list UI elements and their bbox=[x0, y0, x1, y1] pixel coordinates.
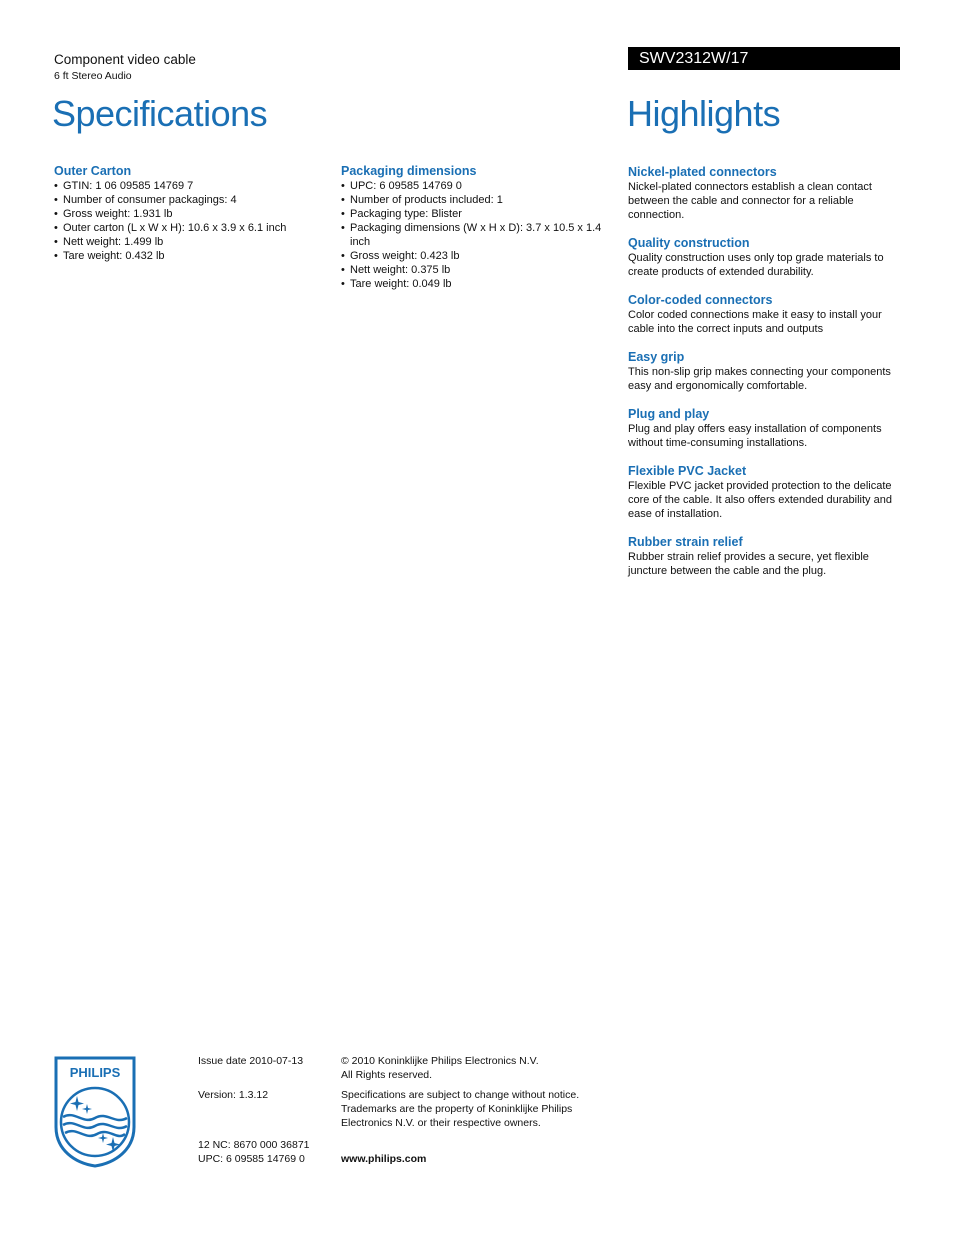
rights-line: All Rights reserved. bbox=[341, 1069, 433, 1081]
spec-section-outer-carton bbox=[54, 164, 324, 263]
spec-item: • Outer carton (L x W x H): 10.6 x 3.9 x 6.1 inch bbox=[54, 221, 324, 235]
highlight-item bbox=[628, 464, 903, 521]
highlight-title: Quality construction bbox=[628, 236, 750, 250]
copyright bbox=[341, 1054, 601, 1082]
highlight-title: Flexible PVC Jacket bbox=[628, 464, 747, 478]
highlight-title: Color-coded connectors bbox=[628, 293, 773, 307]
version: Version: 1.3.12 bbox=[198, 1089, 269, 1101]
highlight-item bbox=[628, 165, 903, 222]
issue-date: Issue date 2010-07-13 bbox=[198, 1055, 304, 1067]
spec-list bbox=[341, 179, 611, 291]
spec-item: • Tare weight: 0.432 lb bbox=[54, 249, 324, 263]
highlight-item bbox=[628, 350, 903, 393]
upc-number: UPC: 6 09585 14769 0 bbox=[198, 1153, 305, 1165]
highlight-item bbox=[628, 236, 903, 279]
nc-number: 12 NC: 8670 000 36871 bbox=[198, 1139, 310, 1151]
product-subtitle: 6 ft Stereo Audio bbox=[54, 70, 132, 82]
spec-item: • GTIN: 1 06 09585 14769 7 bbox=[54, 179, 324, 193]
spec-section-title: Packaging dimensions bbox=[341, 164, 477, 178]
website-link[interactable]: www.philips.com bbox=[341, 1153, 427, 1165]
highlight-title: Plug and play bbox=[628, 407, 710, 421]
spec-item: • Nett weight: 0.375 lb bbox=[341, 263, 611, 277]
spec-item: • Gross weight: 1.931 lb bbox=[54, 207, 324, 221]
logo-wordmark: PHILIPS bbox=[69, 1065, 121, 1080]
spec-list bbox=[54, 179, 324, 263]
product-title: Component video cable bbox=[54, 52, 196, 67]
philips-shield-logo bbox=[53, 1055, 137, 1169]
spec-item: • Packaging dimensions (W x H x D): 3.7 x 10.5 x 1.4 inch bbox=[341, 221, 611, 249]
highlight-text: Nickel-plated connectors establish a clean contact between the cable and connector for a reliable connection. bbox=[628, 181, 872, 221]
highlight-text: Quality construction uses only top grade materials to create products of extended durability. bbox=[628, 252, 884, 278]
spec-section-title: Outer Carton bbox=[54, 164, 132, 178]
spec-item: • Gross weight: 0.423 lb bbox=[341, 249, 611, 263]
highlight-title: Nickel-plated connectors bbox=[628, 165, 777, 179]
spec-item: • Nett weight: 1.499 lb bbox=[54, 235, 324, 249]
highlight-title: Easy grip bbox=[628, 350, 685, 364]
highlight-title: Rubber strain relief bbox=[628, 535, 743, 549]
nc-upc-block bbox=[198, 1138, 328, 1166]
spec-notice: Specifications are subject to change without notice. Trademarks are the property of Koninklijke Philips Electronics N.V. or their respective owners. bbox=[341, 1089, 580, 1129]
specifications-heading: Specifications bbox=[52, 93, 268, 134]
spec-item: • Tare weight: 0.049 lb bbox=[341, 277, 611, 291]
spec-item: • Number of consumer packagings: 4 bbox=[54, 193, 324, 207]
spec-item: • Number of products included: 1 bbox=[341, 193, 611, 207]
highlight-text: Rubber strain relief provides a secure, yet flexible juncture between the cable and the plug. bbox=[628, 551, 869, 577]
highlights-list bbox=[628, 165, 903, 592]
highlights-heading: Highlights bbox=[627, 93, 781, 134]
highlight-item bbox=[628, 293, 903, 336]
highlight-item bbox=[628, 407, 903, 450]
spec-item: • Packaging type: Blister bbox=[341, 207, 611, 221]
highlight-text: Flexible PVC jacket provided protection to the delicate core of the cable. It also offers extended durability and ease of installation. bbox=[628, 480, 892, 520]
model-number-bar: SWV2312W/17 bbox=[628, 47, 900, 70]
highlight-item bbox=[628, 535, 903, 578]
highlight-text: Plug and play offers easy installation of components without time-consuming installations. bbox=[628, 423, 882, 449]
spec-section-packaging-dimensions bbox=[341, 164, 611, 291]
highlight-text: Color coded connections make it easy to install your cable into the correct inputs and outputs bbox=[628, 309, 882, 335]
highlight-text: This non-slip grip makes connecting your components easy and ergonomically comfortable. bbox=[628, 366, 891, 392]
copyright-line: © 2010 Koninklijke Philips Electronics N.V. bbox=[341, 1055, 539, 1067]
spec-item: • UPC: 6 09585 14769 0 bbox=[341, 179, 611, 193]
